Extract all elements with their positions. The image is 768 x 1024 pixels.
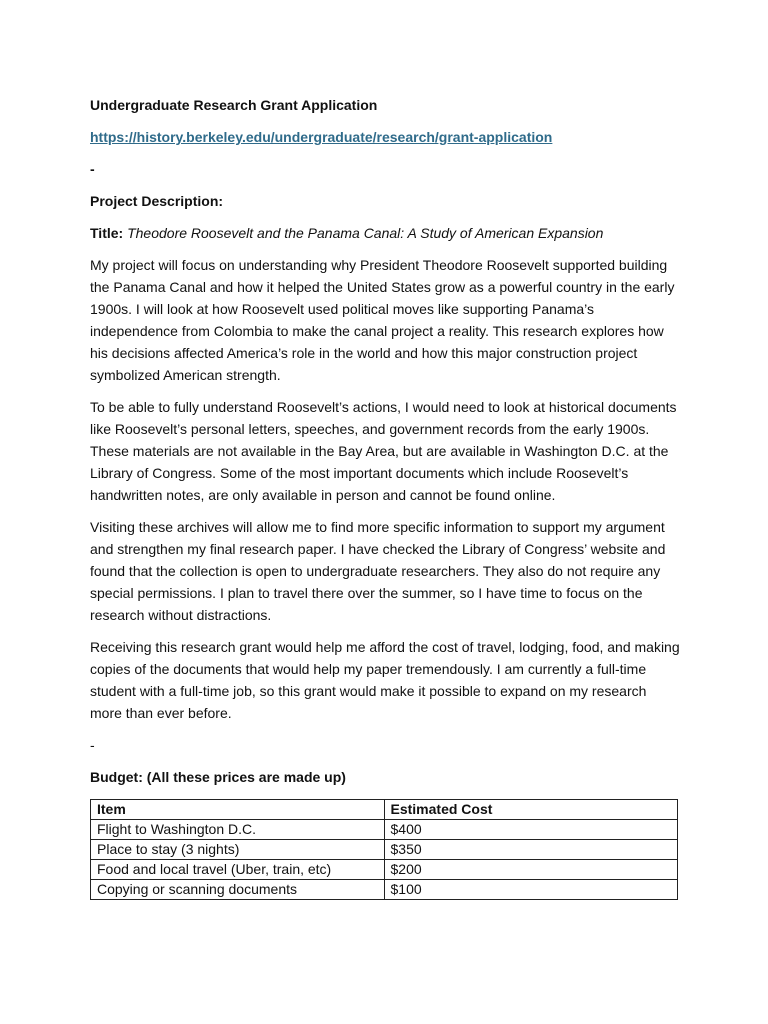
cost-cell: $350 [384, 840, 678, 860]
budget-heading: Budget: (All these prices are made up) [90, 769, 346, 785]
paragraph: Receiving this research grant would help me afford the cost of travel, lodging, food, and making copies of the documents that would help my paper tremendously. I am currently a full-time student with a full-time job, so this grant would make it possible to expand on my research more than ever before. [90, 639, 680, 721]
table-row [91, 880, 678, 900]
cost-cell: $100 [384, 880, 678, 900]
grant-application-link[interactable]: https://history.berkeley.edu/undergraduate/research/grant-application [90, 129, 553, 145]
item-cell: Place to stay (3 nights) [91, 840, 385, 860]
cost-cell: $400 [384, 820, 678, 840]
column-header-item: Item [91, 800, 385, 820]
table-row [91, 840, 678, 860]
paragraph: Visiting these archives will allow me to find more specific information to support my argument and strengthen my final research paper. I have checked the Library of Congress’ website and found that the collection is open to undergraduate researchers. They also do not require any special permissions. I plan to travel there over the summer, so I have time to focus on the research without distractions. [90, 519, 666, 623]
column-header-estimated-cost: Estimated Cost [384, 800, 678, 820]
budget-table [90, 799, 678, 900]
item-cell: Food and local travel (Uber, train, etc) [91, 860, 385, 880]
table-row [91, 820, 678, 840]
paragraph: My project will focus on understanding why President Theodore Roosevelt supported building the Panama Canal and how it helped the United States grow as a powerful country in the early 1900s. I will look at how Roosevelt used political moves like supporting Panama’s independence from Colombia to make the canal project a reality. This research explores how his decisions affected America’s role in the world and how this major construction project symbolized American strength. [90, 257, 675, 383]
cost-cell: $200 [384, 860, 678, 880]
paragraph: To be able to fully understand Roosevelt’s actions, I would need to look at historical documents like Roosevelt’s personal letters, speeches, and government records from the early 1900s. These materials are not available in the Bay Area, but are available in Washington D.C. at the Library of Congress. Some of the most important documents which include Roosevelt’s handwritten notes, are only available in person and cannot be found online. [90, 399, 677, 503]
document-heading: Undergraduate Research Grant Application [90, 97, 378, 113]
project-title [90, 222, 680, 244]
title-label: Title: [90, 225, 124, 241]
project-description-heading: Project Description: [90, 193, 224, 209]
title-text: Theodore Roosevelt and the Panama Canal: A Study of American Expansion [127, 225, 604, 241]
table-header-row [91, 800, 678, 820]
document-page [90, 94, 680, 900]
separator: - [90, 737, 95, 753]
table-row [91, 860, 678, 880]
separator: - [90, 161, 95, 177]
item-cell: Flight to Washington D.C. [91, 820, 385, 840]
item-cell: Copying or scanning documents [91, 880, 385, 900]
